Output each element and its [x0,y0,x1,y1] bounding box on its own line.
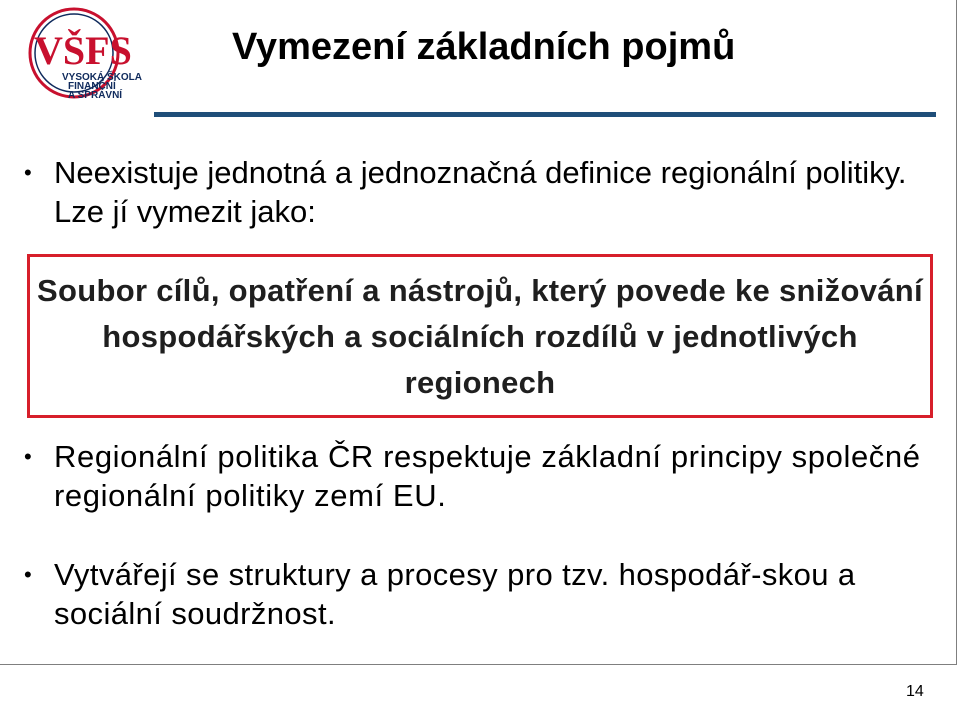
definition-box [27,254,933,418]
definition-text: Soubor cílů, opatření a nástrojů, který povede ke snižování hospodářských a sociálních rozdílů v jednotlivých regionech [37,273,923,400]
bullet-dot-icon: • [24,444,33,469]
bullet-item [24,555,954,633]
logo-line3: A SPRÁVNÍ [68,90,123,100]
logo-line1: VYSOKÁ ŠKOLA [62,72,143,83]
vsfs-logo [28,6,148,100]
bullet-text: Vytvářejí se struktury a procesy pro tzv. hospodář-skou a sociální soudržnost. [54,557,856,631]
slide-title: Vymezení základních pojmů [232,26,736,68]
bullet-item [24,153,934,231]
bullet-item [24,437,954,515]
bullet-text: Regionální politika ČR respektuje základní principy společné regionální politiky zemí EU. [54,439,921,513]
bullet-dot-icon: • [24,562,33,587]
logo-line2: FINANČNÍ [68,81,116,92]
bullet-text: Neexistuje jednotná a jednoznačná definice regionální politiky. Lze jí vymezit jako: [54,155,907,229]
page-number: 14 [906,683,924,700]
title-divider [154,112,936,117]
logo-letters: VŠFS [34,28,132,73]
bullet-dot-icon: • [24,160,32,185]
